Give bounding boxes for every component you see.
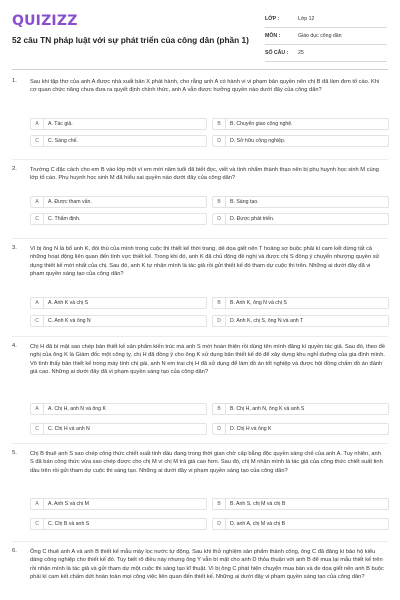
question-separator [12,238,388,239]
option-letter: B [213,197,226,207]
question-2 [12,166,388,236]
option-text: A. Chị H, anh N và ông K [48,406,106,412]
option-d[interactable] [212,423,389,435]
option-a[interactable] [30,297,207,309]
option-letter: B [213,298,226,308]
question-text: Trường C đặc cách cho em B vào lớp một vì em mới năm tuổi đã biết đọc, viết và tính nhẩm thành thạo nên bị phụ huynh học sinh M cùng lớp tố cáo. Phụ huynh học sinh M đã hiểu sai quyền nào dưới đây của công dân? [30,167,379,182]
option-text: A. Tác giả. [48,121,73,127]
question-separator [12,443,388,444]
meta-row-count [265,45,387,62]
option-text: C. Chị B và anh S [48,521,90,527]
option-a[interactable] [30,403,207,415]
option-text: C. Chị H và anh N [48,426,90,432]
option-letter: A [31,119,44,129]
question-separator [12,541,388,542]
option-c[interactable] [30,423,207,435]
option-text: B. Chuyển giao công nghệ. [230,121,293,127]
option-a[interactable] [30,498,207,510]
option-text: D. Anh K, chị S, ông N và anh T [230,318,304,324]
option-text: A. Anh K và chị S [48,300,89,306]
question-4 [12,343,388,443]
quizizz-logo: QUIZIZZ [12,13,78,29]
option-letter: C [31,519,44,529]
option-d[interactable] [212,518,389,530]
option-letter: A [31,404,44,414]
question-text: Vì bị ông N là bố anh K, đòi thù của mình trong cuộc thi thiết kế thời trang, dẻ dọa giết nên T hoảng sợ buộc phải kí cam kết dừng tất cả những hoạt động liên quan đến tính vực thiết kế. Trong khi đó, anh K đã chủ động đề nghị và được chị S đồng ý chuyển nhượng quyền sử dụng thiết kế mới nhất của chị. Sau đó, anh K tự nhận mình là tác giả rồi gửi thiết kế đó tham dự cuộc thi trên. Những ai dưới đây đã vi phạm quyền sáng tạo của công dân? [30,246,380,278]
meta-value: 25 [298,50,304,56]
option-text: A. Được tham vấn. [48,199,92,205]
worksheet-meta [265,11,387,62]
option-text: C. Anh K và ông N [48,318,91,324]
question-text: Sau khi tập thơ của anh A được nhà xuất bản X phát hành, cho rằng anh A có hành vi vi phạm bản quyền nên chị B đã làm đơn tố cáo. Khi cơ quan chức năng chưa đưa ra quyết định chính thức, anh A vẫn được hưởng quyền nào dưới đây của công dân? [30,79,380,94]
question-number: 6. [12,548,17,554]
option-text: B. Anh K, ông N và chị S [230,300,287,306]
option-c[interactable] [30,315,207,327]
meta-key: LỚP : [265,16,280,22]
option-letter: A [31,197,44,207]
option-letter: D [213,136,226,146]
meta-value: Lớp 12 [298,16,315,22]
option-d[interactable] [212,135,389,147]
meta-row-subject [265,28,387,45]
meta-key: SỐ CÂU : [265,50,289,56]
option-letter: B [213,499,226,509]
option-letter: A [31,298,44,308]
option-a[interactable] [30,118,207,130]
question-text: Chị B thuê anh S sao chép công thức chiết suất tinh dầu đang trong thời gian chờ cấp bằng độc quyền sáng chế của anh A. Tuy nhiên, anh S đã bán công thức vừa sao chép được cho chị M vì chị M trả giá cao hơn. Sau đó, chị M nhận mình là tác giả của công thức chiết suất tinh dầu trên rồi gửi tham dự cuộc thi sáng tạo. Những ai dưới đây vi phạm quyền sáng tạo của công dân? [30,451,383,474]
option-text: A. Anh S và chị M [48,501,89,507]
option-text: B. Sáng tạo. [230,199,259,205]
option-letter: D [213,519,226,529]
header-divider [12,69,388,70]
question-3 [12,245,388,337]
option-text: D. Được phát triển. [230,216,275,222]
option-letter: C [31,214,44,224]
meta-key: MÔN : [265,33,281,39]
option-letter: A [31,499,44,509]
question-number: 2. [12,166,17,172]
worksheet-header [0,0,400,66]
option-letter: C [31,316,44,326]
option-b[interactable] [212,196,389,208]
option-c[interactable] [30,135,207,147]
question-6 [12,548,388,600]
option-d[interactable] [212,213,389,225]
question-number: 5. [12,450,17,456]
question-separator [12,336,388,337]
option-text: D. anh A, chị M và chị B [230,521,286,527]
question-separator [12,159,388,160]
option-letter: D [213,424,226,434]
option-letter: D [213,214,226,224]
option-letter: C [31,424,44,434]
question-number: 4. [12,343,17,349]
question-text: Ông C thuê anh A và anh B thiết kế mẫu máy lọc nước tự động. Sau khi thử nghiệm sản phẩm thành công, ông C đã đăng kí bảo hộ kiểu dáng công nghiệp cho thiết kế đó. Tuy biết rõ điều này nhưng ông Y vẫn bí mật cho anh D thỏa thuận với anh B để mua lại mẫu thiết kế trên rồi nhận mình là tác giả và gửi tham dự một cuộc thi sáng tạo kĩ thuật. Vì bị ông C phát hiện chuyện mua bán và đe dọa giết nên anh B buộc phải kí cam kết chấm dứt hoàn toàn mọi công việc liên quan đến thiết kế. Những ai dưới đây vi phạm quyền sáng tạo của công dân? [30,549,384,581]
option-c[interactable] [30,213,207,225]
option-c[interactable] [30,518,207,530]
option-text: D. Sở hữu công nghiệp. [230,138,286,144]
option-letter: B [213,119,226,129]
option-a[interactable] [30,196,207,208]
meta-value: Giáo dục công dân [298,33,342,39]
option-b[interactable] [212,403,389,415]
option-letter: C [31,136,44,146]
meta-row-class [265,11,387,28]
question-1 [12,78,388,148]
question-text: Chị H đã bí mật sao chép bản thiết kế sản phẩm kiến trúc mà anh S mới hoàn thiện rồi dùng tên mình đăng kí quyền tác giả. Sau đó, theo đề nghị của ông K là Giám đốc một công ty, chị H đã đồng ý cho ông K sử dụng bản thiết kế đó để xây dựng khu nghỉ dưỡng của gia đình mình. Vô tình thấy bản thiết kế trong máy tính chị gái, anh N em trai chị H đã sử dụng để làm đồ án tốt nghiệp và được hội đồng chấm đồ án đánh giá cao. Những ai dưới đây đã vi phạm quyền sáng tạo của công dân? [30,344,385,376]
option-letter: B [213,404,226,414]
option-text: C. Thẩm định. [48,216,81,222]
option-b[interactable] [212,498,389,510]
question-number: 1. [12,78,17,84]
worksheet-title: 52 câu TN pháp luật với sự phát triển của công dân (phần 1) [12,35,249,45]
option-b[interactable] [212,297,389,309]
option-d[interactable] [212,315,389,327]
option-text: B. Chị H, anh N, ông K và anh S [230,406,305,412]
option-b[interactable] [212,118,389,130]
question-5 [12,450,388,540]
question-number: 3. [12,245,17,251]
option-text: B. Anh S, chị M và chị B [230,501,286,507]
option-text: D. Chị H và ông K [230,426,272,432]
option-letter: D [213,316,226,326]
option-text: C. Sáng chế. [48,138,78,144]
